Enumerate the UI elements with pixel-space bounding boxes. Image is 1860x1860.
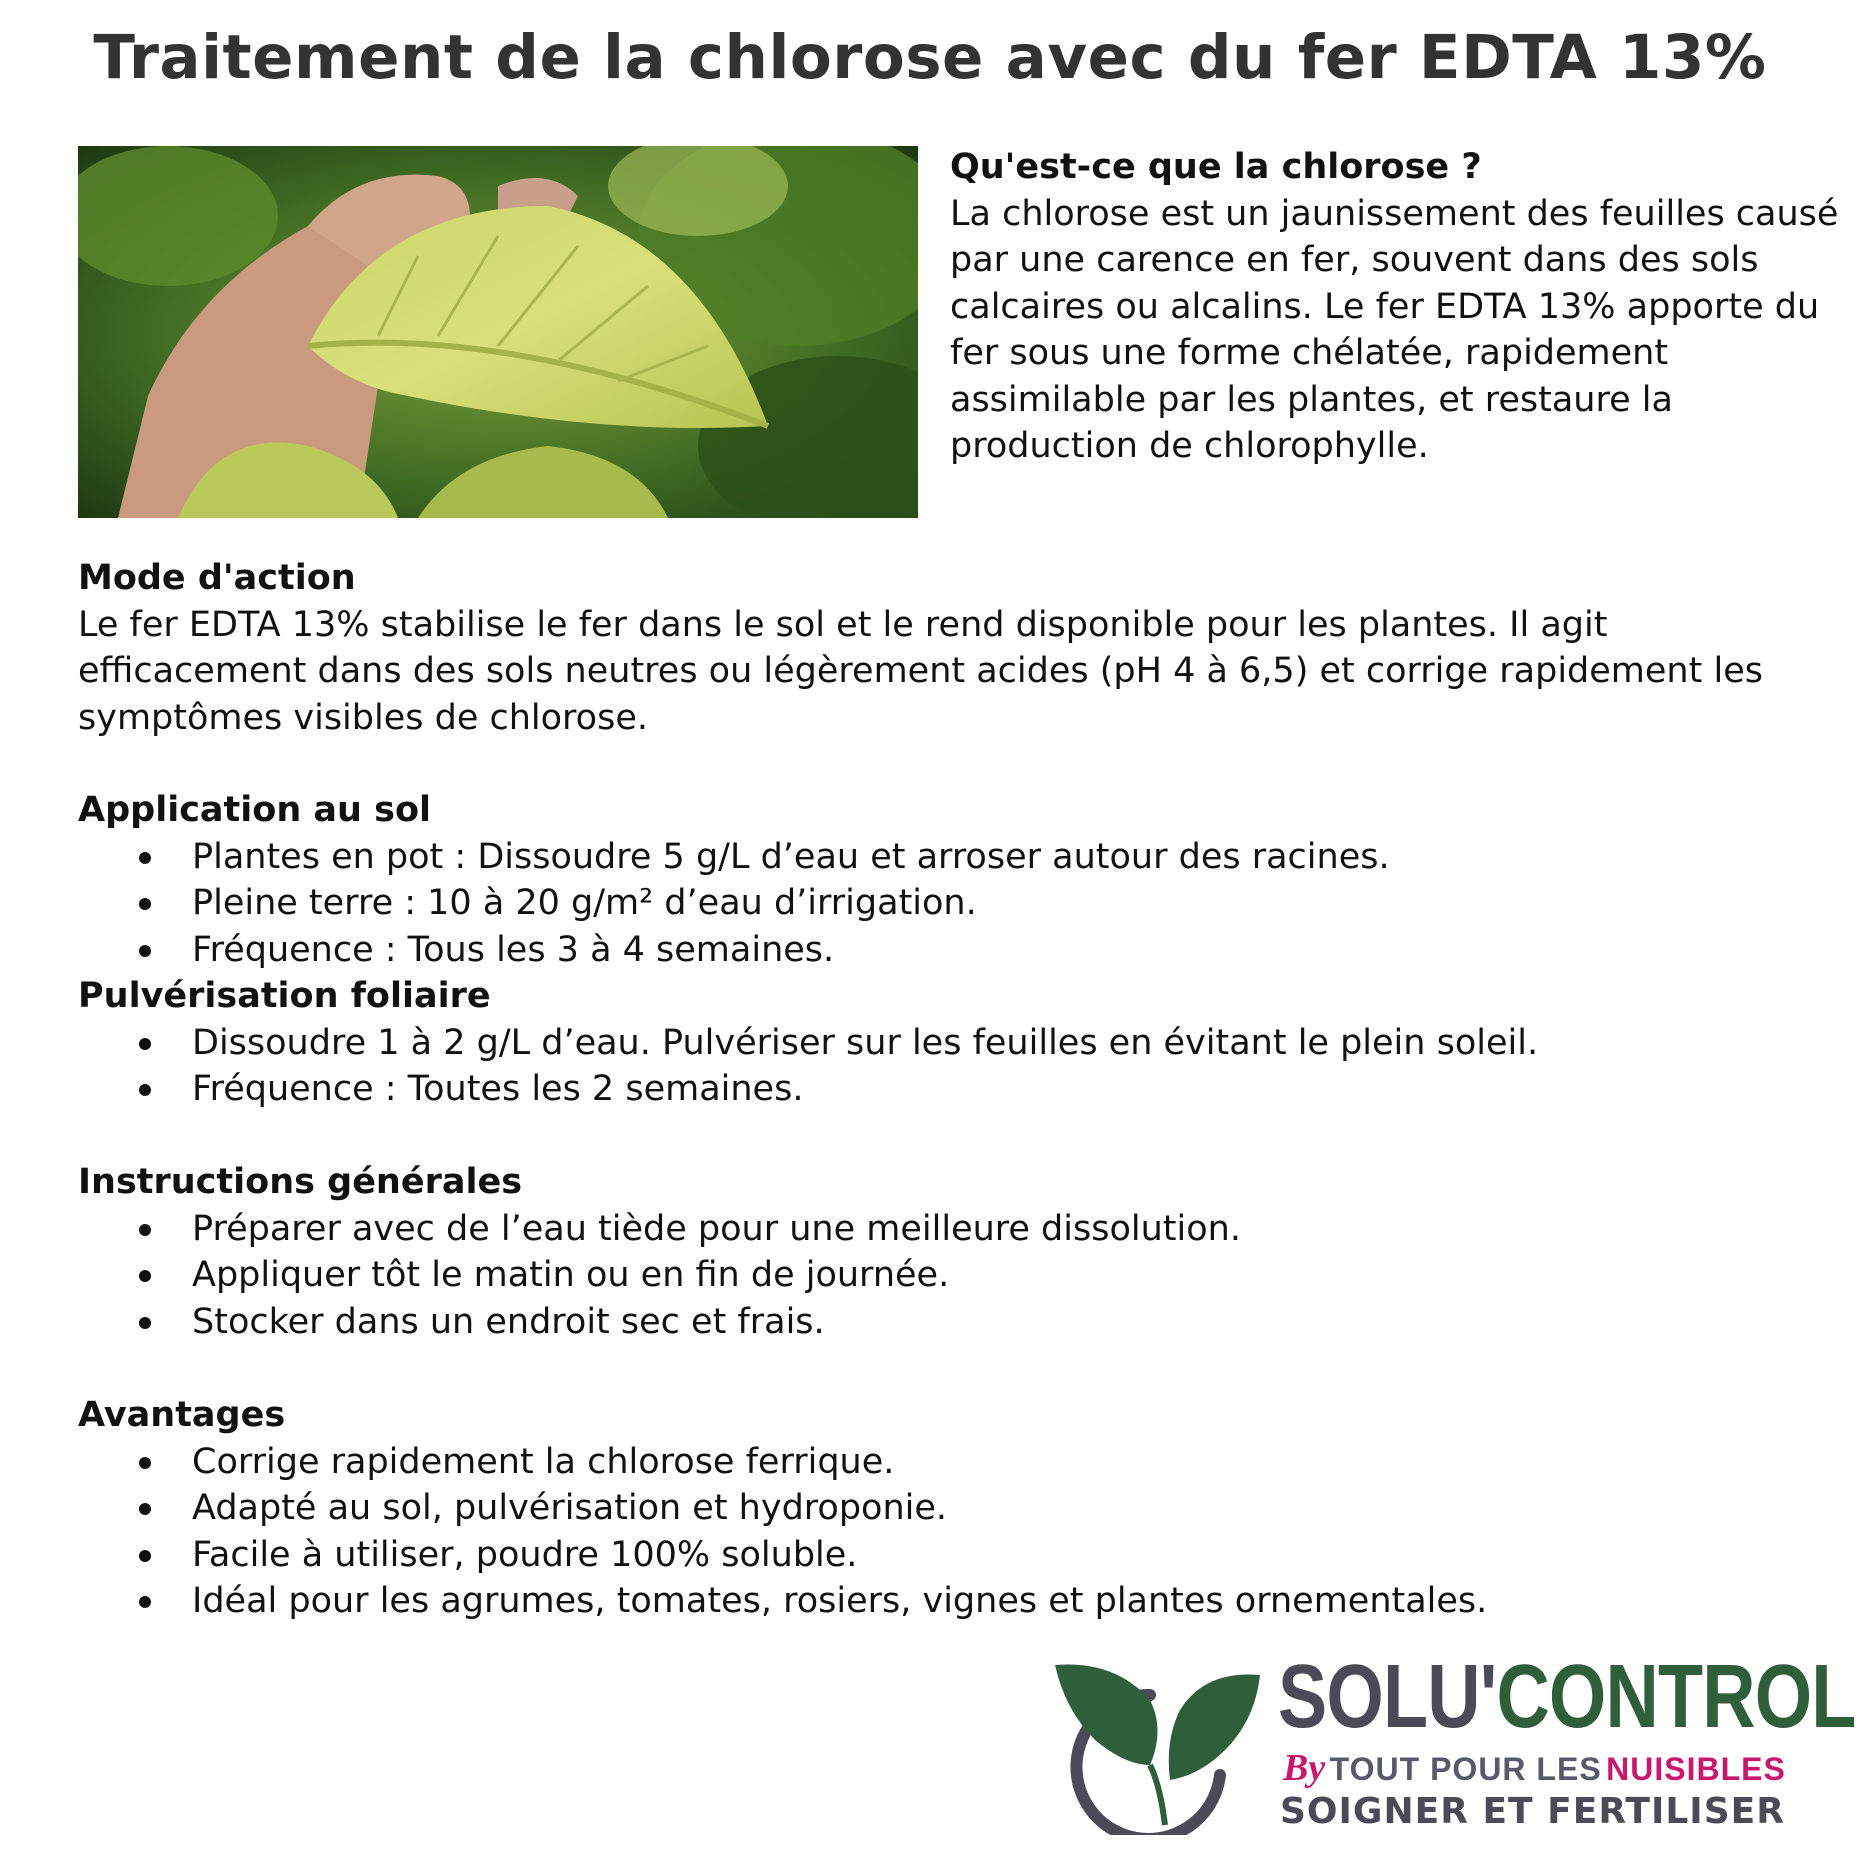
list-item: Facile à utiliser, poudre 100% soluble. bbox=[78, 1532, 1838, 1579]
byline-by: By bbox=[1283, 1747, 1326, 1789]
intro-heading: Qu'est-ce que la chlorose ? bbox=[950, 147, 1482, 187]
avantages-section bbox=[78, 1392, 1838, 1625]
brand-part2: CONTROL bbox=[1496, 1647, 1856, 1747]
byline-highlight: NUISIBLES bbox=[1606, 1751, 1786, 1787]
mode-action-section bbox=[78, 555, 1838, 741]
brand-name bbox=[1278, 1647, 1856, 1747]
instructions-heading: Instructions générales bbox=[78, 1162, 523, 1202]
sprout-logo-icon bbox=[1055, 1655, 1265, 1835]
application-sol-heading: Application au sol bbox=[78, 790, 432, 830]
list-item: Stocker dans un endroit sec et frais. bbox=[78, 1299, 1838, 1346]
mode-action-heading: Mode d'action bbox=[78, 558, 356, 598]
avantages-list bbox=[78, 1439, 1838, 1625]
instructions-section bbox=[78, 1159, 1838, 1345]
page-title: Traitement de la chlorose avec du fer EDTA 13% bbox=[93, 22, 1767, 93]
pulverisation-list bbox=[78, 1020, 1838, 1113]
avantages-heading: Avantages bbox=[78, 1395, 286, 1435]
list-item: Plantes en pot : Dissoudre 5 g/L d’eau et arroser autour des racines. bbox=[78, 834, 1838, 881]
list-item: Adapté au sol, pulvérisation et hydroponie. bbox=[78, 1485, 1838, 1532]
list-item: Fréquence : Toutes les 2 semaines. bbox=[78, 1066, 1838, 1113]
pulverisation-heading: Pulvérisation foliaire bbox=[78, 976, 491, 1016]
chlorotic-leaf-photo bbox=[78, 146, 918, 518]
list-item: Pleine terre : 10 à 20 g/m² d’eau d’irrigation. bbox=[78, 880, 1838, 927]
byline-text: TOUT POUR LES bbox=[1329, 1751, 1602, 1787]
application-sol-list bbox=[78, 834, 1838, 974]
list-item: Idéal pour les agrumes, tomates, rosiers, vignes et plantes ornementales. bbox=[78, 1578, 1838, 1625]
brand-tagline: SOIGNER ET FERTILISER bbox=[1280, 1791, 1785, 1832]
application-sol-section bbox=[78, 787, 1838, 1113]
brand-byline bbox=[1283, 1746, 1786, 1790]
intro-text: La chlorose est un jaunissement des feuilles causé par une carence en fer, souvent dans des sols calcaires ou alcalins. Le fer EDTA 13% apporte du fer sous une forme chélatée, rapidement assimilable par les plantes, et restaure la production de chlorophylle. bbox=[950, 193, 1839, 466]
list-item: Dissoudre 1 à 2 g/L d’eau. Pulvériser sur les feuilles en évitant le plein soleil. bbox=[78, 1020, 1838, 1067]
mode-action-text: Le fer EDTA 13% stabilise le fer dans le sol et le rend disponible pour les plantes. Il agit efficacement dans des sols neutres ou légèrement acides (pH 4 à 6,5) et corrige rapidement les symptômes visibles de chlorose. bbox=[78, 604, 1763, 738]
instructions-list bbox=[78, 1206, 1838, 1346]
leaf-image bbox=[78, 146, 918, 518]
list-item: Corrige rapidement la chlorose ferrique. bbox=[78, 1439, 1838, 1486]
intro-section bbox=[950, 144, 1840, 470]
brand-part1: SOLU' bbox=[1278, 1647, 1497, 1747]
list-item: Appliquer tôt le matin ou en fin de journée. bbox=[78, 1252, 1838, 1299]
list-item: Fréquence : Tous les 3 à 4 semaines. bbox=[78, 927, 1838, 974]
list-item: Préparer avec de l’eau tiède pour une meilleure dissolution. bbox=[78, 1206, 1838, 1253]
